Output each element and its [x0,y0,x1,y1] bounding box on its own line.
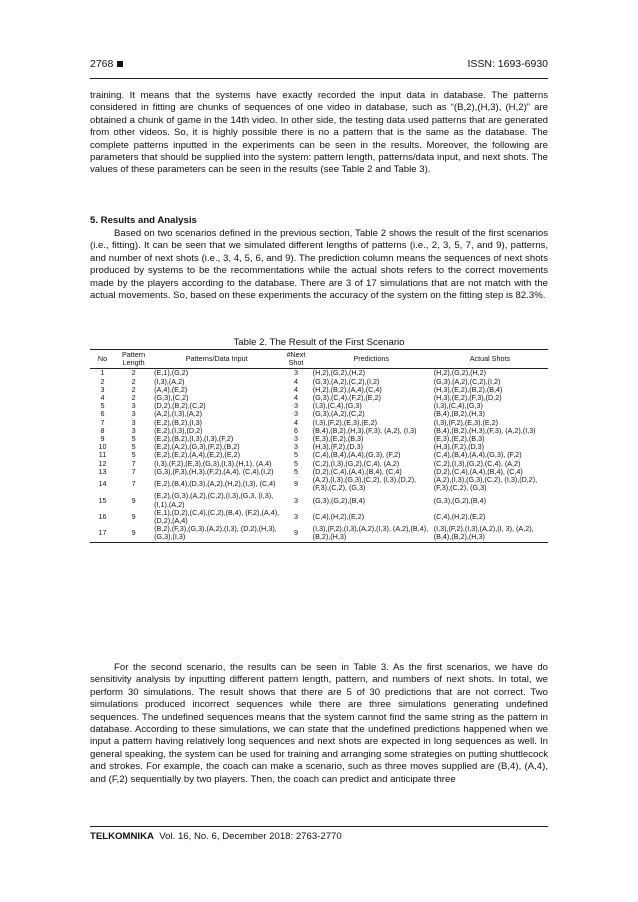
cell-predictions: (G,3),(C,4),(F,2),(E,2) [312,393,381,403]
cell-no: 9 [100,434,105,444]
cell-no: 3 [100,384,105,394]
table-header-row [90,350,548,369]
cell-next-shot: 3 [293,434,298,444]
cell-actual-shots: (D,2),(C,4),(A,4),(B,4), (C,4) [433,466,523,476]
cell-next-shot: 5 [293,458,298,468]
cell-predictions: (D,2),(C,4),(A,4),(B,4), (C,4) [312,466,402,476]
cell-predictions: (C,2),(I,3),(G,2),(C,4), (A,2) [312,458,400,468]
cell-actual-shots: (H,3),(E,2),(B,2),(B,4) [433,384,503,394]
cell-actual-shots: (C,2),(I,3),(G,2),(C,4), (A,2) [433,458,521,468]
cell-pattern-length: 3 [131,401,136,411]
cell-next-shot: 6 [293,425,298,435]
table-row [90,509,548,525]
cell-no: 8 [100,425,105,435]
cell-pattern-length: 2 [131,393,136,403]
cell-next-shot: 3 [293,442,298,452]
cell-no: 12 [98,458,107,468]
cell-actual-shots: (G,3),(G,2),(B,4) [433,495,487,505]
cell-predictions: (C,4),(B,4),(A,4),(G,3), (F,2) [312,450,401,460]
cell-actual-shots: (I,3),(F,2),(I,3),(A,2),(I, 3), (A,2),(B,4),(B,2),(H,3) [432,525,548,542]
cell-predictions: (H,3),(F,2),(D,3) [312,442,363,452]
cell-no: 16 [98,511,107,521]
page-footer [90,831,342,842]
cell-pattern-length: 5 [131,442,136,452]
cell-patterns-input: (E,1),(G,2) [154,368,189,378]
cell-predictions: (I,3),(F,2),(E,3),(E,2) [312,417,377,427]
closing-paragraph: For the second scenario, the results can be seen in Table 3. As the first scenarios, we have do sensitivity analysis by inputting different pattern length, pattern, and numbers of next shots. In total, we perform 30 simulations. The result shows that there are 5 of 30 predictions that are not correct. Two simulations produced incorrect sequences while there are three simulations generating undefined sequences. The undefined sequences means that the system cannot find the same string as the pattern in database. According to these simulations, we can state that the undefined predictions happened when we input a pattern having relatively long sequences and next shots are expected in long sequences as well. In general speaking, the system can be used for training and arranging some strategies on putting shuttlecock and strokes. For example, the coach can make a scenario, such as three moves supplied are (B,4), (A,4), and (F,2) sequentially by two players. Then, the coach can predict and anticipate three [90,662,548,785]
cell-pattern-length: 5 [131,450,136,460]
table-row [90,492,548,508]
cell-no: 5 [100,401,105,411]
cell-actual-shots: (H,2),(G,2),(H,2) [433,368,487,378]
header-no: No [90,350,115,369]
cell-predictions: (G,3),(A,2),(C,2),(I,2) [312,376,380,386]
cell-patterns-input: (A,2),(I,3),(A,2) [154,409,203,419]
cell-next-shot: 4 [293,384,298,394]
cell-actual-shots: (C,4),(H,2),(E,2) [433,511,486,521]
header-patterns-input: Patterns/Data Input [152,350,281,369]
cell-no: 15 [98,495,107,505]
cell-patterns-input: (B,2),(F,3),(G,3),(A,2),(I,3), (D,2),(H,3),(G,3),(I,3) [152,525,281,542]
cell-next-shot: 3 [293,495,298,505]
header-predictions: Predictions [311,350,432,369]
cell-pattern-length: 5 [131,434,136,444]
cell-no: 17 [90,525,115,542]
cell-pattern-length: 3 [131,417,136,427]
journal-citation: Vol. 16, No. 6, December 2018: 2763-2770 [159,831,342,842]
cell-no: 2 [100,376,105,386]
cell-actual-shots: (B,4),(B,2),(H,3),(F,3), (A,2),(I,3) [433,425,536,435]
cell-next-shot: 4 [293,393,298,403]
cell-patterns-input: (E,2),(B,2),(I,3) [154,417,203,427]
cell-predictions: (I,3),(F,2),(I,3),(A,2),(I,3), (A,2),(B,4),(B,2),(H,3) [311,525,432,542]
cell-predictions: (E,3),(E,2),(B,3) [312,434,364,444]
cell-actual-shots: (A,2),(I,3),(G,3),(C,2), (I,3),(D,2),(F,3),(C,2), (G,3) [433,475,538,493]
cell-pattern-length: 2 [131,384,136,394]
page-header [90,58,548,70]
cell-actual-shots: (H,3),(E,2),(F,3),(D,2) [433,393,502,403]
cell-next-shot: 5 [293,466,298,476]
cell-predictions: (G,3),(A,2),(C,2) [312,409,365,419]
cell-no: 10 [98,442,107,452]
cell-patterns-input: (E,1),(D,2),(C,4),(C,2),(B,4), (F,2),(A,4),(D,2),(A,4) [154,507,280,526]
cell-no: 1 [100,368,105,378]
cell-predictions: (G,3),(G,2),(B,4) [312,495,365,505]
cell-pattern-length: 3 [131,409,136,419]
header-rule [90,78,548,79]
cell-predictions: (A,2),(I,3),(G,3),(C,2), (I,3),(D,2),(F,3),(C,2), (G,3) [312,475,417,493]
cell-patterns-input: (G,3),(C,2) [154,393,189,403]
cell-actual-shots: (C,4),(B,4),(A,4),(G,3), (F,2) [433,450,522,460]
cell-pattern-length: 2 [131,368,136,378]
cell-no: 13 [98,466,107,476]
intro-paragraph: training. It means that the systems have exactly recorded the input data in database. The patterns considered in fitting are chunks of sequences of one video in database, such as “(B,2),(H,3), (H,2)” are obtained a chunk of game in the 14th video. In other side, the testing data used patterns that are generated from other videos. So, it is highly possible there is no a pattern that is the same as the database. The complete patterns inputted in the experiments can be seen in the results. Moreover, the following are parameters that should be supplied into the system: pattern length, patterns/data input, and next shots. The values of these parameters can be seen in the results (see Table 2 and Table 3). [90,90,548,176]
cell-pattern-length: 7 [131,479,136,489]
cell-actual-shots: (E,3),(E,2),(B,3) [433,434,485,444]
cell-pattern-length: 7 [131,466,136,476]
footer-rule [90,826,548,827]
header-pattern-length: Pattern Length [115,350,152,369]
cell-actual-shots: (B,4),(B,2),(H,3) [433,409,485,419]
cell-next-shot: 3 [293,401,298,411]
cell-no: 11 [98,450,107,460]
journal-name: TELKOMNIKA [90,831,154,842]
cell-next-shot: 5 [293,450,298,460]
header-next-shot: #Next Shot [281,350,310,369]
cell-actual-shots: (G,3),(A,2),(C,2),(I,2) [433,376,501,386]
cell-patterns-input: (I,3),(F,2),(E,3),(G,3),(I,3),(H,1), (A,4) [154,458,272,468]
cell-next-shot: 3 [293,368,298,378]
cell-actual-shots: (H,3),(F,2),(D,3) [433,442,485,452]
cell-patterns-input: (G,3),(F,3),(H,3),(F,2),(A,4), (C,4),(I,2) [154,466,274,476]
cell-pattern-length: 9 [131,495,136,505]
cell-patterns-input: (D,2),(B,2),(C,2) [154,401,206,411]
cell-predictions: (H,2),(G,2),(H,2) [312,368,365,378]
table-body [90,369,548,542]
cell-no: 14 [98,479,107,489]
cell-pattern-length: 2 [131,376,136,386]
cell-actual-shots: (I,3),(F,2),(E,3),(E,2) [433,417,499,427]
cell-patterns-input: (E,2),(G,3),(A,2),(C,2),(I,3),(G,3, (I,3),(I,1),(A,2) [154,491,274,509]
cell-no: 4 [100,393,105,403]
table-caption: Table 2. The Result of the First Scenario [233,337,405,348]
cell-next-shot: 4 [293,417,298,427]
section-heading: 5. Results and Analysis [90,215,197,226]
cell-predictions: (B,4),(B,2),(H,3),(F,3), (A,2), (I,3) [312,425,417,435]
table-row [90,476,548,492]
cell-patterns-input: (I,3),(A,2) [154,376,185,386]
cell-pattern-length: 3 [131,425,136,435]
cell-no: 7 [100,417,105,427]
square-bullet-icon [117,61,123,67]
page-number: 2768 [90,58,114,70]
cell-next-shot: 4 [293,376,298,386]
cell-patterns-input: (E,2),(B,4),(D,3),(A,2),(H,2),(I,3), (C,4) [154,479,276,489]
cell-next-shot: 9 [293,479,298,489]
cell-predictions: (I,3),(C,4),(G,3) [312,401,362,411]
cell-patterns-input: (E,2),(E,2),(A,4),(E,2),(E,2) [154,450,241,460]
table-row [90,525,548,542]
cell-patterns-input: (A,4),(E,2) [154,384,188,394]
cell-patterns-input: (E,2),(A,2),(G,3),(F,2),(B,2) [154,442,240,452]
cell-no: 6 [100,409,105,419]
results-paragraph: Based on two scenarios defined in the previous section, Table 2 shows the result of the first scenarios (i.e., fitting). It can be seen that we simulated different lengths of patterns (i.e., 2, 3, 5, 7, and 9), patterns, and number of next shots (i.e., 3, 4, 5, 6, and 9). The prediction column means the sequences of next shots produced by systems to be the recommentations while the actual shots refers to the correct movements made by the players according to the database. There are 3 of 17 simulations that are not match with the actual movements. So, based on these experiments the accuracy of the system on the fitting step is 82.3%. [90,228,548,302]
cell-patterns-input: (E,2),(I,3),(D,2) [154,425,203,435]
header-actual-shots: Actual Shots [432,350,548,369]
cell-pattern-length: 9 [115,525,152,542]
issn: ISSN: 1693-6930 [467,58,548,70]
cell-next-shot: 3 [293,511,298,521]
cell-next-shot: 3 [293,409,298,419]
cell-predictions: (C,4),(H,2),(E,2) [312,511,365,521]
cell-actual-shots: (I,3),(C,4),(G,3) [433,401,483,411]
cell-next-shot: 9 [281,525,310,542]
cell-predictions: (H,2),(B,2),(A,4),(C,4) [312,384,382,394]
cell-patterns-input: (E,2),(B,2),(I,3),(I,3),(F,2) [154,434,234,444]
page-number-block [90,58,123,70]
results-table [90,349,548,543]
cell-pattern-length: 7 [131,458,136,468]
cell-pattern-length: 9 [131,511,136,521]
